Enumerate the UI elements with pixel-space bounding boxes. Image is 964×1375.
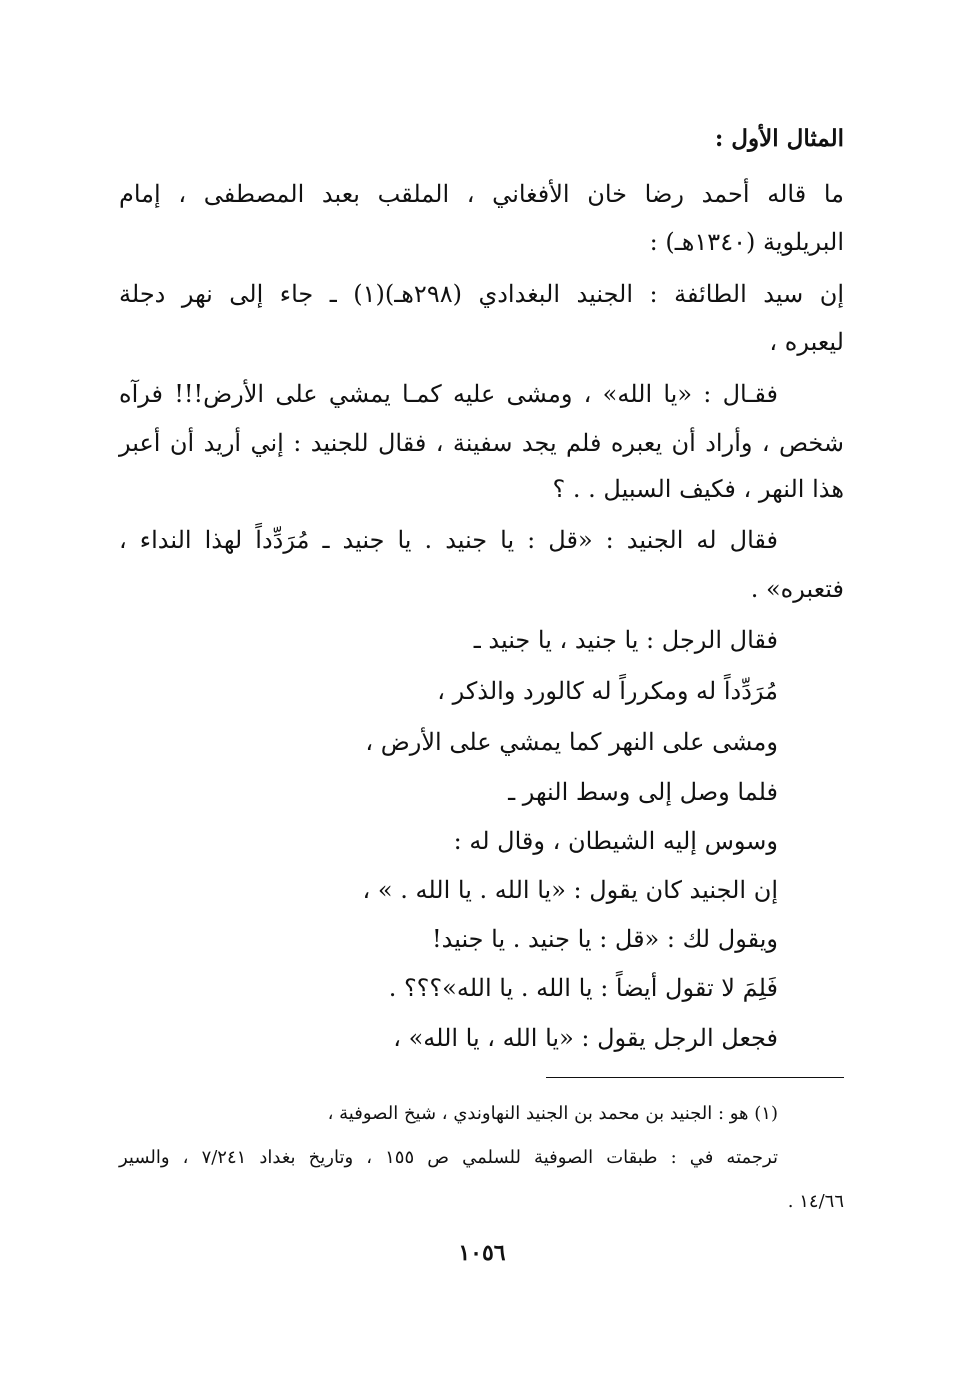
footnote-line-3: ١٤/٦٦ . [787,1191,844,1212]
paragraph-2-line-2: ليعبره ، [769,328,844,356]
verse-line-1: فقال الرجل : يا جنيد ، يا جنيد ـ [473,626,778,654]
footnote-line-1: (١) هو : الجنيد بن محمد بن الجنيد النهاوندي ، شيخ الصوفية ، [327,1103,778,1124]
verse-line-6: إن الجنيد كان يقول : «يا الله . يا الله . » ، [362,876,778,904]
verse-line-8: فَلِمَ لا تقول أيضاً : يا الله . يا الله»؟؟؟ . [388,974,778,1002]
paragraph-3-line-3: هذا النهر ، فكيف السبيل . . ؟ [552,475,844,503]
verse-line-7: ويقول لك : «قل : يا جنيد . يا جنيد! [431,925,778,953]
verse-line-4: فلما وصل إلى وسط النهر ـ [508,778,778,806]
paragraph-3-line-1: فقـال : «يا الله» ، ومشى عليه كمـا يمشي على الأرض!!! فرآه [119,380,778,408]
paragraph-2-line-1: إن سيد الطائفة : الجنيد البغدادي (٢٩٨هـ)(١) ـ جاء إلى نهر دجلة [119,280,845,308]
page-number: ١٠٥٦ [458,1240,506,1266]
paragraph-4-line-1: فقال له الجنيد : «قل : يا جنيد . يا جنيد ـ مُرَدِّداً لهذا النداء ، [119,526,778,554]
footnote-line-2: ترجمته في : طبقات الصوفية للسلمي ص ١٥٥ ، وتاريخ بغداد ٧/٢٤١ ، والسير [119,1147,778,1168]
verse-line-2: مُرَدِّداً له ومكرراً له كالورد والذكر ، [437,677,778,705]
verse-line-5: وسوس إليه الشيطان ، وقال له : [453,827,778,855]
paragraph-1-line-2: البريلوية (١٣٤٠هـ) : [649,228,844,256]
paragraph-3-line-2: شخص ، وأراد أن يعبره فلم يجد سفينة ، فقال للجنيد : إني أريد أن أعبر [119,429,844,457]
paragraph-1-line-1: ما قاله أحمد رضا خان الأفغاني ، الملقب بعبد المصطفى ، إمام [119,180,844,208]
footnote-separator [546,1077,844,1078]
verse-line-9: فجعل الرجل يقول : «يا الله ، يا الله» ، [393,1024,778,1052]
paragraph-4-line-2: فتعبره» . [750,575,844,603]
verse-line-3: ومشى على النهر كما يمشي على الأرض ، [365,728,778,756]
section-heading: المثال الأول : [714,125,844,152]
